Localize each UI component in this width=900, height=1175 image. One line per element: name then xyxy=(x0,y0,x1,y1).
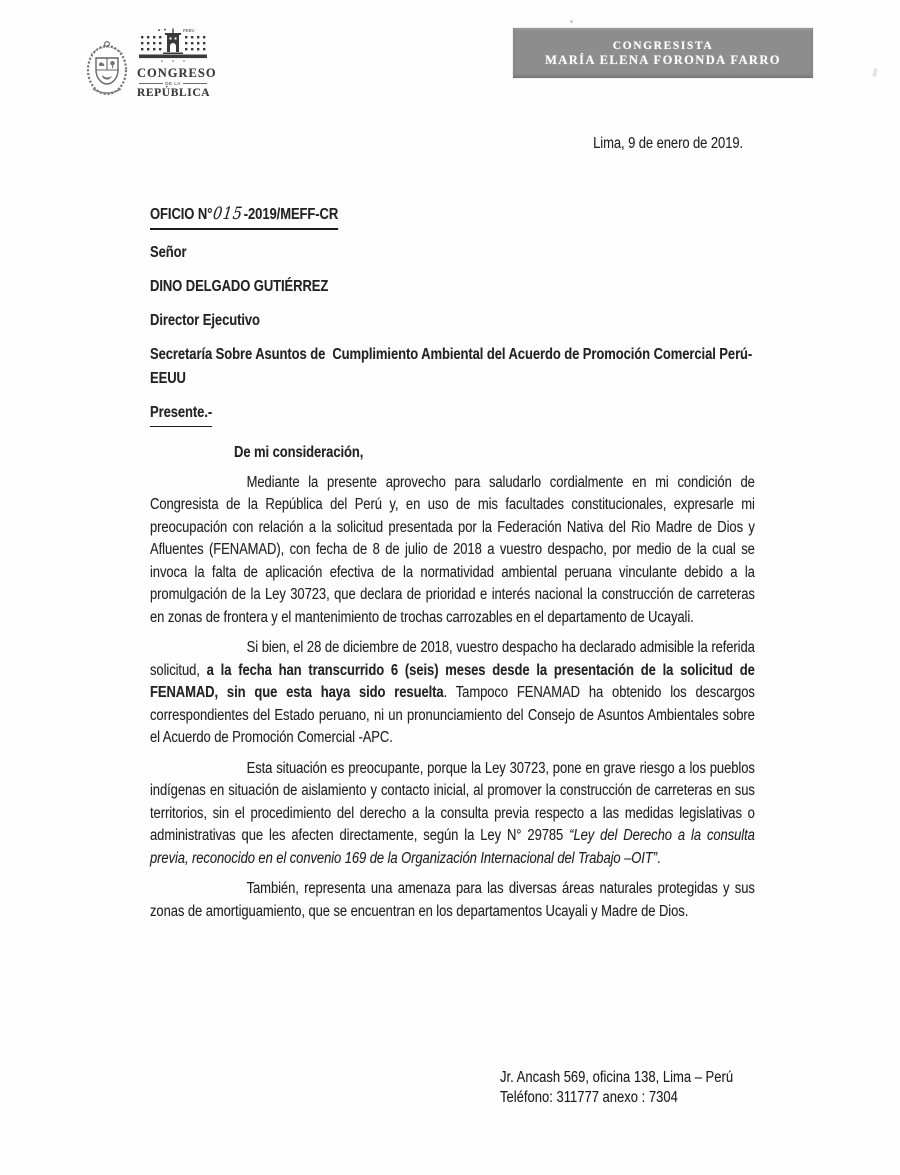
oficio-handwritten-number: 015 xyxy=(212,204,245,224)
body-paragraph: También, representa una amenaza para las diversas áreas naturales protegidas y sus zonas de amortiguamiento, que se encuentran en los departamentos Ucayali y Madre de Dios. xyxy=(150,880,755,920)
addressee-line: Señor xyxy=(150,243,187,261)
oficio-prefix: OFICIO N° xyxy=(150,206,213,223)
congress-logo-title: CONGRESO xyxy=(137,66,217,80)
letter-content xyxy=(150,134,755,931)
oficio-suffix: -2019/MEFF-CR xyxy=(243,206,339,223)
addressee-line: DINO DELGADO GUTIÉRREZ xyxy=(150,277,329,295)
salutation-line: De mi consideración, xyxy=(234,443,364,461)
badge-name: MARÍA ELENA FORONDA FARRO xyxy=(545,52,781,67)
letter-date: Lima, 9 de enero de 2019. xyxy=(593,135,744,152)
scan-artifact xyxy=(570,20,573,23)
congress-logo xyxy=(137,28,217,100)
addressee-line: Director Ejecutivo xyxy=(150,311,260,329)
body-paragraphs xyxy=(150,472,755,924)
footer-phone: Teléfono: 311777 anexo : 7304 xyxy=(500,1089,678,1106)
congresista-name-badge xyxy=(513,28,813,78)
body-paragraph: Si bien, el 28 de diciembre de 2018, vuestro despacho ha declarado admisible la referida solicitud, a la fecha han transcurrido 6 (seis) meses desde la presentación de la solicitud de FENAMAD, sin que esta haya sido resuelta. Tampoco FENAMAD ha obtenido los descargos correspondientes del Estado peruano, ni un pronunciamiento del Consejo de Asuntos Ambientales sobre el Acuerdo de Promoción Comercial -APC. xyxy=(150,639,755,746)
congress-logo-connector: DE LA xyxy=(139,81,207,86)
addressee-line: Secretaría Sobre Asuntos de Cumplimiento Ambiental del Acuerdo de Promoción Comercial Perú-EEUU xyxy=(150,345,753,387)
footer-address: Jr. Ancash 569, oficina 138, Lima – Perú xyxy=(500,1069,734,1086)
body-paragraph: Esta situación es preocupante, porque la Ley 30723, pone en grave riesgo a los pueblos indígenas en situación de aislamiento y contacto inicial, al promover la construcción de carreteras en sus territorios, sin el procedimiento del derecho a la consulta previa respecto a las medidas legislativas o administrativas que les afecten directamente, según la Ley N° 29785 “Ley del Derecho a la consulta previa, reconocido en el convenio 169 de la Organización Internacional del Trabajo –OIT”. xyxy=(150,759,755,867)
presente-line: Presente.- xyxy=(150,401,755,427)
congress-facade-icon xyxy=(139,28,207,64)
peru-label: PERU xyxy=(183,28,195,34)
congress-logo-subtitle: REPÚBLICA xyxy=(137,87,211,99)
oficio-reference-line xyxy=(150,203,755,230)
scan-artifact xyxy=(872,68,878,78)
addressee-block xyxy=(150,241,755,391)
footer-contact-block xyxy=(500,1068,733,1108)
peru-coat-of-arms-icon xyxy=(85,36,129,98)
body-paragraph: Mediante la presente aprovecho para saludarlo cordialmente en mi condición de Congresista de la República del Perú y, en uso de mis facultades constitucionales, expresarle mi preocupación con relación a la solicitud presentada por la Federación Nativa del Rio Madre de Dios y Afluentes (FENAMAD), con fecha de 8 de julio de 2018 a vuestro despacho, por medio de la cual se invoca la falta de aplicación efectiva de la normatividad ambiental peruana vinculante debido a la promulgación de la Ley 30723, que declara de prioridad e interés nacional la construcción de carreteras en zonas de frontera y el mantenimiento de trochas carrozables en el departamento de Ucayali. xyxy=(150,473,755,626)
badge-role: CONGRESISTA xyxy=(612,39,714,52)
congress-header-logos xyxy=(85,28,217,102)
